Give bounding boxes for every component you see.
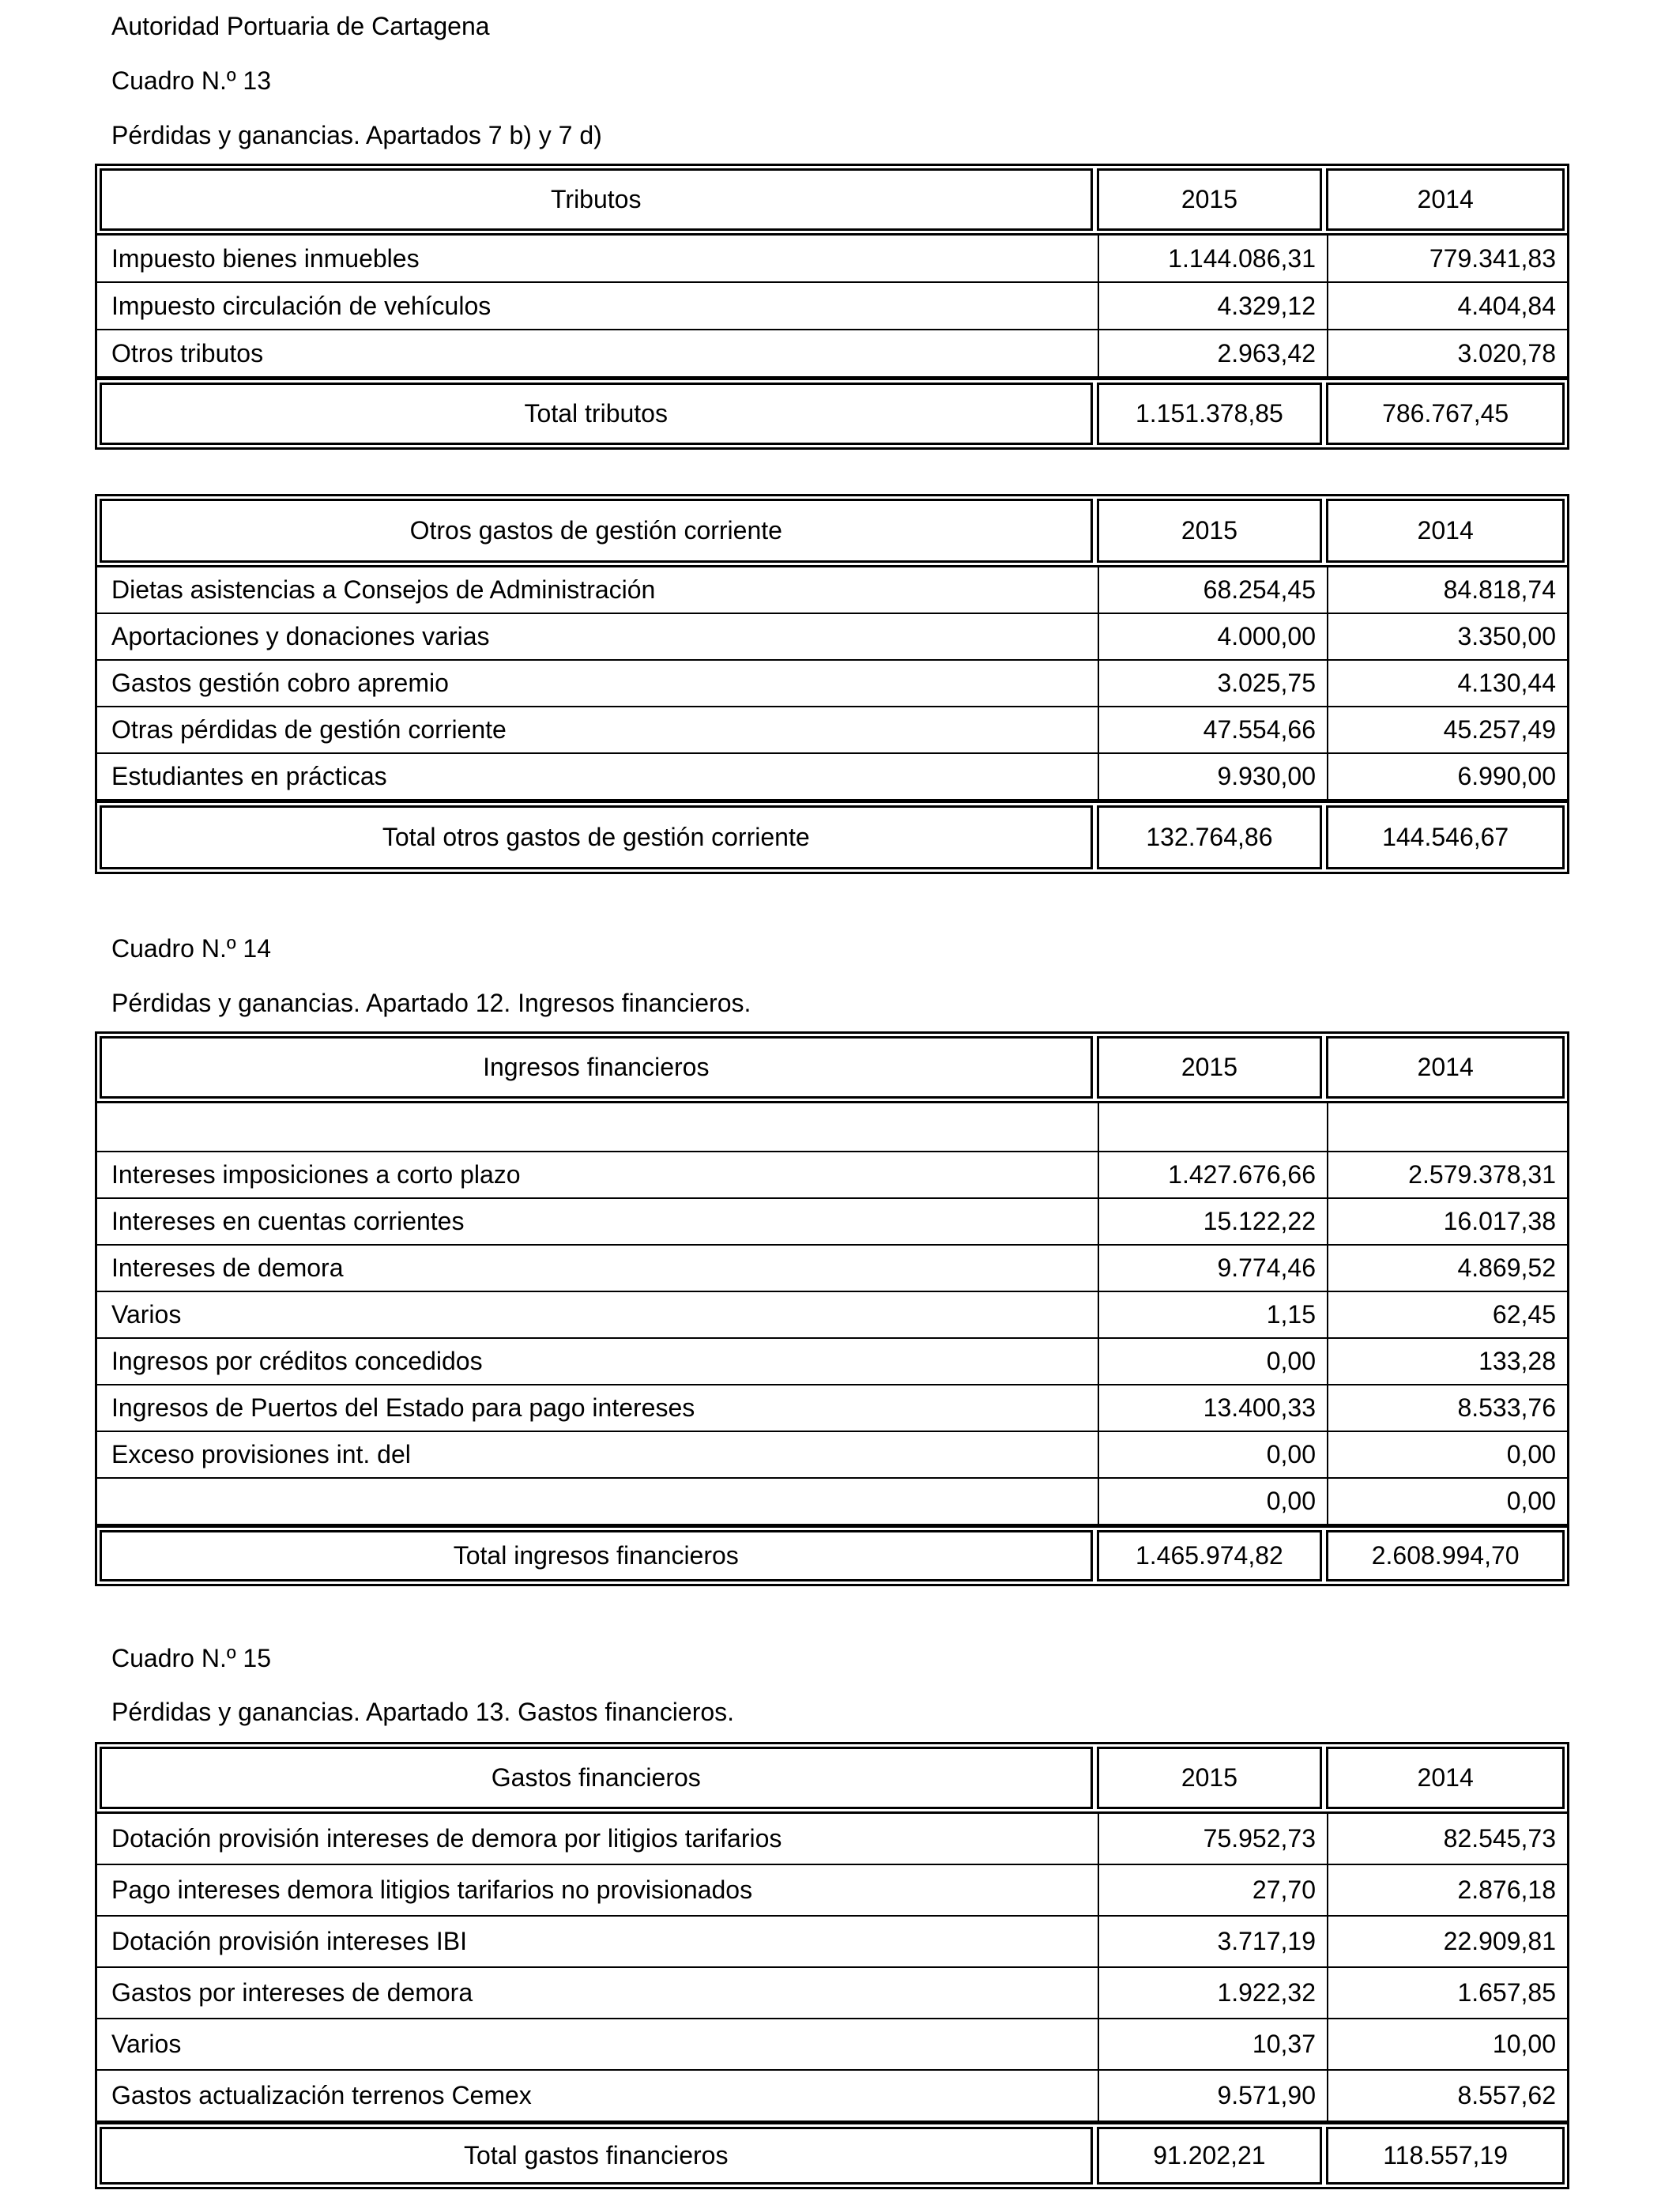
row-concept: Exceso provisiones int. del [111,1440,411,1468]
header-concept: Tributos [100,168,1093,231]
row-value-2015: 1.427.676,66 [1098,1152,1327,1197]
row-value-2015: 0,00 [1098,1432,1327,1477]
row-concept [97,1479,1098,1524]
cuadro-15-title: Pérdidas y ganancias. Apartado 13. Gastos financieros. [111,1698,735,1726]
table-row [97,1917,1567,1968]
table-row [97,707,1567,754]
table-total-row [97,2122,1567,2187]
row-concept: Dietas asistencias a Consejos de Administración [111,575,656,604]
row-value-2015: 9.774,46 [1098,1246,1327,1291]
row-value-2014: 779.341,83 [1327,236,1567,281]
total-value-2014: 2.608.994,70 [1326,1530,1565,1581]
total-label: Total tributos [100,383,1093,445]
row-value-2015: 9.571,90 [1098,2071,1327,2120]
row-value-2014: 0,00 [1327,1479,1567,1524]
row-value-2015: 1,15 [1098,1292,1327,1337]
table-row [97,1432,1567,1479]
otros-gastos-table [95,494,1569,874]
row-concept: Dotación provisión intereses IBI [111,1927,467,1955]
row-concept [97,1103,1098,1151]
total-value-2015: 1.151.378,85 [1097,383,1323,445]
row-value-2015: 1.144.086,31 [1098,236,1327,281]
table-row [97,1292,1567,1339]
row-value-2014: 84.818,74 [1327,567,1567,613]
table-header [97,1744,1567,1814]
row-value-2014: 2.876,18 [1327,1865,1567,1915]
organization-name: Autoridad Portuaria de Cartagena [111,12,490,40]
table-row [97,1385,1567,1432]
row-concept: Impuesto circulación de vehículos [111,291,492,320]
header-year-2015: 2015 [1097,499,1323,563]
row-value-2015: 68.254,45 [1098,567,1327,613]
table-row [97,1199,1567,1246]
table-row [97,236,1567,283]
tributos-table [95,164,1569,450]
row-value-2015: 1.922,32 [1098,1968,1327,2018]
row-value-2015: 0,00 [1098,1339,1327,1384]
row-concept: Dotación provisión intereses de demora por litigios tarifarios [111,1824,782,1853]
table-row [97,283,1567,330]
row-concept: Intereses de demora [111,1253,344,1282]
cuadro-15-label: Cuadro N.º 15 [111,1644,272,1672]
header-year-2015: 2015 [1097,1036,1323,1099]
row-value-2015: 4.329,12 [1098,283,1327,329]
table-row [97,1968,1567,2019]
row-value-2014: 2.579.378,31 [1327,1152,1567,1197]
row-value-2015: 47.554,66 [1098,707,1327,752]
row-value-2014: 8.533,76 [1327,1385,1567,1431]
row-value-2014: 4.869,52 [1327,1246,1567,1291]
cuadro-14-title: Pérdidas y ganancias. Apartado 12. Ingresos financieros. [111,989,751,1017]
table-row [97,1479,1567,1525]
header-concept: Otros gastos de gestión corriente [100,499,1093,563]
row-value-2015 [1098,1103,1327,1151]
table-total-row [97,1525,1567,1584]
row-value-2015: 27,70 [1098,1865,1327,1915]
row-value-2014: 82.545,73 [1327,1814,1567,1864]
header-year-2014: 2014 [1326,499,1565,563]
header-concept: Gastos financieros [100,1747,1093,1809]
header-year-2014: 2014 [1326,1747,1565,1809]
row-value-2015: 10,37 [1098,2019,1327,2069]
row-concept: Varios [111,2030,182,2058]
row-value-2015: 3.717,19 [1098,1917,1327,1966]
header-year-2015: 2015 [1097,168,1323,231]
row-value-2014: 133,28 [1327,1339,1567,1384]
row-value-2014: 6.990,00 [1327,754,1567,799]
row-concept: Otros tributos [111,338,264,368]
table-row [97,1865,1567,1917]
table-row [97,614,1567,661]
header-year-2014: 2014 [1326,1036,1565,1099]
table-row [97,2019,1567,2071]
total-value-2015: 91.202,21 [1097,2127,1323,2185]
row-value-2015: 15.122,22 [1098,1199,1327,1244]
total-label: Total ingresos financieros [100,1530,1093,1581]
cuadro-13-label: Cuadro N.º 13 [111,66,272,95]
gastos-financieros-table [95,1742,1569,2189]
table-row [97,1246,1567,1292]
row-value-2014: 4.404,84 [1327,283,1567,329]
row-concept: Ingresos de Puertos del Estado para pago intereses [111,1393,695,1422]
row-concept: Gastos actualización terrenos Cemex [111,2081,532,2109]
row-value-2015: 2.963,42 [1098,330,1327,376]
row-concept: Ingresos por créditos concedidos [111,1347,483,1375]
row-value-2014: 62,45 [1327,1292,1567,1337]
row-value-2014: 10,00 [1327,2019,1567,2069]
table-row [97,661,1567,707]
table-row [97,1814,1567,1865]
row-value-2015: 13.400,33 [1098,1385,1327,1431]
table-row [97,567,1567,614]
ingresos-financieros-table [95,1031,1569,1586]
row-value-2014: 4.130,44 [1327,661,1567,706]
total-value-2014: 786.767,45 [1326,383,1565,445]
table-row [97,1339,1567,1385]
row-value-2015: 3.025,75 [1098,661,1327,706]
table-row [97,754,1567,801]
table-header [97,496,1567,567]
table-row [97,2071,1567,2122]
row-concept: Estudiantes en prácticas [111,762,387,790]
row-value-2015: 0,00 [1098,1479,1327,1524]
total-value-2015: 132.764,86 [1097,805,1323,869]
total-label: Total gastos financieros [100,2127,1093,2185]
header-year-2014: 2014 [1326,168,1565,231]
row-value-2014: 0,00 [1327,1432,1567,1477]
header-year-2015: 2015 [1097,1747,1323,1809]
row-concept: Varios [111,1300,182,1329]
row-value-2014: 45.257,49 [1327,707,1567,752]
table-total-row [97,801,1567,872]
table-row-empty [97,1103,1567,1152]
header-concept: Ingresos financieros [100,1036,1093,1099]
total-value-2015: 1.465.974,82 [1097,1530,1323,1581]
row-value-2014: 1.657,85 [1327,1968,1567,2018]
row-value-2015: 4.000,00 [1098,614,1327,659]
table-row [97,1152,1567,1199]
table-header [97,1034,1567,1103]
row-value-2015: 75.952,73 [1098,1814,1327,1864]
row-concept: Impuesto bienes inmuebles [111,243,420,273]
row-value-2014 [1327,1103,1567,1151]
row-value-2015: 9.930,00 [1098,754,1327,799]
row-value-2014: 22.909,81 [1327,1917,1567,1966]
row-value-2014: 3.350,00 [1327,614,1567,659]
table-row [97,330,1567,378]
row-concept: Gastos por intereses de demora [111,1978,473,2007]
row-value-2014: 3.020,78 [1327,330,1567,376]
row-concept: Intereses en cuentas corrientes [111,1207,465,1235]
total-value-2014: 144.546,67 [1326,805,1565,869]
table-header [97,166,1567,236]
cuadro-14-label: Cuadro N.º 14 [111,934,272,963]
row-value-2014: 8.557,62 [1327,2071,1567,2120]
row-concept: Pago intereses demora litigios tarifarios no provisionados [111,1875,753,1904]
total-value-2014: 118.557,19 [1326,2127,1565,2185]
total-label: Total otros gastos de gestión corriente [100,805,1093,869]
row-concept: Otras pérdidas de gestión corriente [111,715,507,744]
row-concept: Gastos gestión cobro apremio [111,669,449,697]
table-total-row [97,378,1567,447]
row-value-2014: 16.017,38 [1327,1199,1567,1244]
cuadro-13-title: Pérdidas y ganancias. Apartados 7 b) y 7 d) [111,121,602,149]
row-concept: Intereses imposiciones a corto plazo [111,1160,521,1189]
row-concept: Aportaciones y donaciones varias [111,622,490,650]
